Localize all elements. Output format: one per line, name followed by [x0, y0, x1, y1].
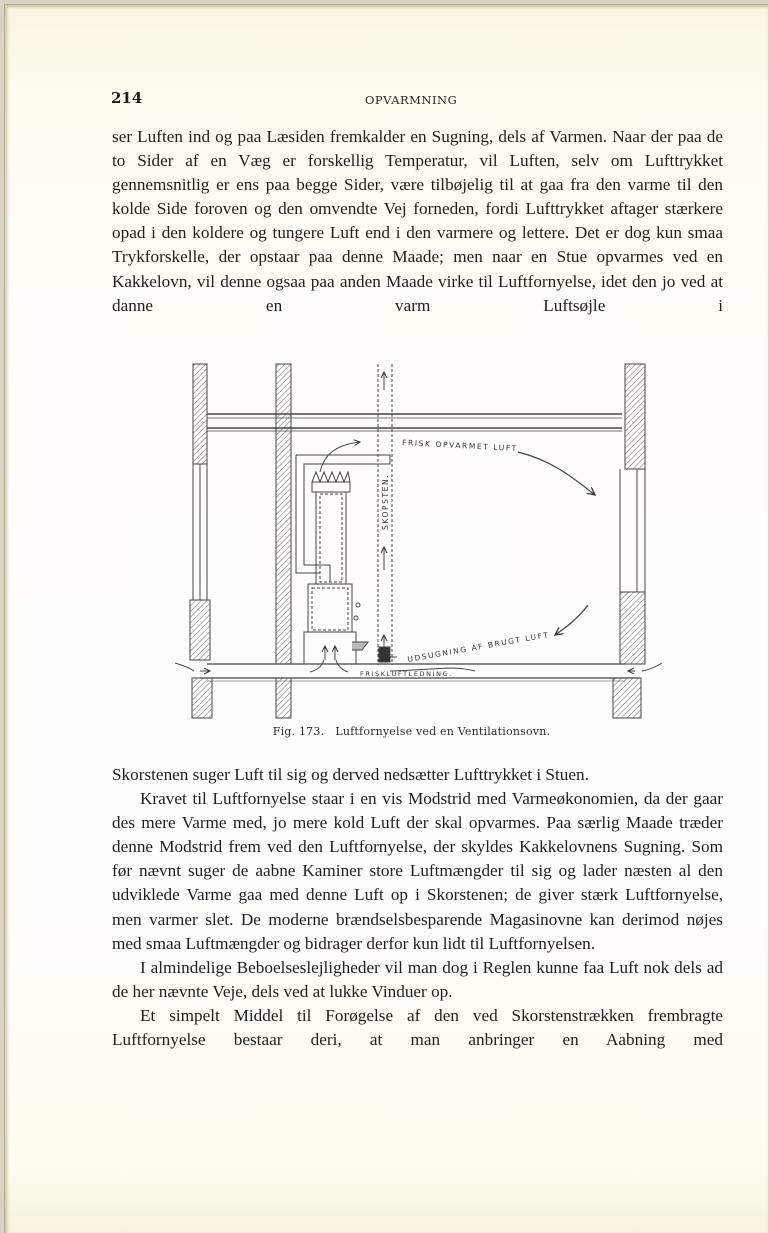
figure-number: Fig. 173. [272, 725, 325, 738]
ventilation-stove-diagram [170, 360, 670, 722]
figure-caption [5, 725, 768, 738]
label-fresh-air-duct: FRISKLUFTLEDNING. [360, 670, 453, 678]
paragraph: Skorstenen suger Luft til sig og derved nedsætter Lufttrykket i Stuen. [112, 765, 589, 784]
paragraph: ser Luften ind og paa Læsiden fremkalder en Sugning, dels af Varmen. Naar der paa de to Sider af en Væg er forskellig Temperatur, vil Luften, selv om Lufttrykket gennemsnitlig er ens paa begge Sider, være tilbøjelig til at gaa fra den varme til den kolde Side foroven og den omvendte Vej forneden, fordi Lufttrykket aftager stærkere opad i den koldere og tungere Luft end i den varmere og lettere. Det er dog kun smaa Trykforskelle, der opstaar paa denne Maade; men naar en Stue opvarmes ved en Kakkelovn, vil denne ogsaa paa anden Maade virke til Luftfornyelse, idet den jo ved at danne en varm Luftsøjle i [112, 127, 723, 315]
paragraph: Et simpelt Middel til Forøgelse af den ved Skorstenstrækken frembragte Luftfornyelse bestaar deri, at man anbringer en Aabning med [112, 1005, 723, 1050]
book-page [4, 4, 768, 1233]
section-title: OPVARMNING [365, 93, 458, 107]
label-fresh-warm-air: FRISK OPVARMET LUFT [401, 438, 519, 454]
label-chimney: SKOPSTEN. [381, 473, 390, 530]
figure-ventilation-stove [170, 360, 670, 722]
body-text-top [112, 125, 723, 318]
figure-caption-text: Luftfornyelse ved en Ventilationsovn. [335, 725, 551, 738]
paragraph: I almindelige Beboelseslejligheder vil man dog i Reglen kunne faa Luft nok dels ad de her nævnte Veje, dels ved at lukke Vinduer op. [112, 957, 723, 1001]
page-number: 214 [111, 89, 143, 107]
running-head [5, 89, 768, 109]
label-exhaust: UDSUGNING AF BRUGT LUFT [406, 630, 551, 664]
body-text-bottom [112, 763, 723, 1052]
paragraph: Kravet til Luftfornyelse staar i en vis Modstrid med Varmeøkonomien, da der gaar des mere Varme med, jo mere kold Luft der skal opvarmes. Paa særlig Maade træder denne Modstrid frem ved den Luftfornyelse, der skyldes Kakkelovnens Sugning. Som før nævnt suger de aabne Kaminer store Luftmængder til sig og lader næsten al den udviklede Varme gaa med denne Luft op i Skorstenen; de giver stærk Luftfornyelse, men varmer slet. De moderne brændselsbesparende Magasinovne kan derimod nøjes med smaa Luftmængder og bidrager derfor kun lidt til Luftfornyelsen. [112, 789, 723, 953]
